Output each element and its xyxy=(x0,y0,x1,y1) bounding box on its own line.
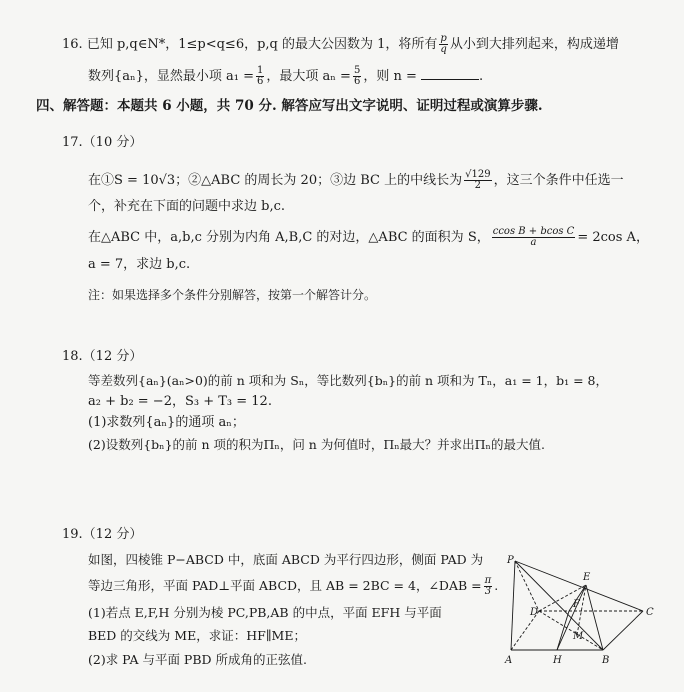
label-C: C xyxy=(646,607,654,618)
q19-line5: (2)求 PA 与平面 PBD 所成角的正弦值. xyxy=(88,652,307,667)
q19-line2 xyxy=(88,576,498,597)
q18-line4: (2)设数列{bₙ}的前 n 项的积为Πₙ，问 n 为何值时，Πₙ最大？并求出Πₙ的最大值. xyxy=(88,437,545,452)
q17-note: 注：如果选择多个条件分别解答，按第一个解答计分。 xyxy=(88,288,377,302)
q18-header: 18.（12 分） xyxy=(62,349,143,364)
q17-text-2: ，这三个条件中任选一 xyxy=(493,173,624,188)
q16-line2 xyxy=(88,66,483,87)
label-A: A xyxy=(505,655,513,666)
label-M: M xyxy=(573,631,584,642)
q16-text-5: ，则 n = xyxy=(363,69,417,84)
q19-line1: 如图，四棱锥 P−ABCD 中，底面 ABCD 为平行四边形，侧面 PAD 为 xyxy=(88,552,484,567)
q16-fraction-p-over-q: $\frac{p}{q}$ xyxy=(440,33,447,55)
q19-fraction-pi-over-3: $\frac{\pi}{3}$ xyxy=(484,575,492,597)
q18-line2: a₂ + b₂ = −2，S₃ + T₃ = 12. xyxy=(88,394,272,409)
q17-text-4: = 2cos A， xyxy=(577,230,649,245)
label-H: H xyxy=(553,655,562,666)
q17-line2: 个，补充在下面的问题中求边 b,c. xyxy=(88,199,285,214)
q16-answer-blank[interactable] xyxy=(421,67,479,80)
q16-number: 16. xyxy=(62,37,83,52)
q19-text-1: 等边三角形，平面 PAD⊥平面 ABCD，且 AB = 2BC = 4，∠DAB = xyxy=(88,578,482,593)
label-F: F xyxy=(573,599,580,610)
q19-header: 19.（12 分） xyxy=(62,527,143,542)
label-E: E xyxy=(583,572,591,583)
pyramid-figure xyxy=(503,555,668,670)
q17-fraction-cos: $\frac{\text{ccos B + bcos C}}{a}$ xyxy=(492,226,575,248)
q16-fraction-min: $\frac{1}{6}$ xyxy=(257,65,264,87)
q17-line1 xyxy=(88,170,624,191)
label-D: D xyxy=(530,607,539,618)
q18-line1: 等差数列{aₙ}(aₙ>0)的前 n 项和为 Sₙ，等比数列{bₙ}的前 n 项和为 Tₙ，a₁ = 1，b₁ = 8， xyxy=(88,373,609,388)
label-B: B xyxy=(602,655,610,666)
q16-text-2: 从小到大排列起来，构成递增 xyxy=(449,37,619,52)
q17-header: 17.（10 分） xyxy=(62,135,143,150)
q16-line1 xyxy=(62,34,619,55)
q16-text-4: ，最大项 aₙ = xyxy=(266,69,351,84)
q17-text-3: 在△ABC 中，a,b,c 分别为内角 A,B,C 的对边，△ABC 的面积为 S， xyxy=(88,230,490,245)
q17-line4: a = 7，求边 b,c. xyxy=(88,257,191,272)
q16-fraction-max: $\frac{5}{6}$ xyxy=(353,65,361,87)
q17-text-1: 在①S = 10√3；②△ABC 的周长为 20；③边 BC 上的中线长为 xyxy=(88,173,463,188)
label-P: P xyxy=(507,555,514,566)
section-4-title: 四、解答题：本题共 6 小题，共 70 分. 解答应写出文字说明、证明过程或演算步骤. xyxy=(36,98,543,114)
q16-text-3: 数列{aₙ}，显然最小项 a₁ = xyxy=(88,69,255,84)
q16-end: . xyxy=(479,69,484,84)
q17-fraction-median: $\frac{√129}{2}$ xyxy=(465,169,491,191)
q17-line3 xyxy=(88,227,649,248)
q18-line3: (1)求数列{aₙ}的通项 aₙ； xyxy=(88,415,245,430)
q19-text-end: . xyxy=(494,578,499,593)
q19-line3: (1)若点 E,F,H 分别为棱 PC,PB,AB 的中点，平面 EFH 与平面 xyxy=(88,605,442,620)
q19-line4: BED 的交线为 ME，求证：HF∥ME； xyxy=(88,628,306,643)
q16-text-1: 已知 p,q∈N*，1≤p<q≤6，p,q 的最大公因数为 1，将所有 xyxy=(86,37,438,52)
